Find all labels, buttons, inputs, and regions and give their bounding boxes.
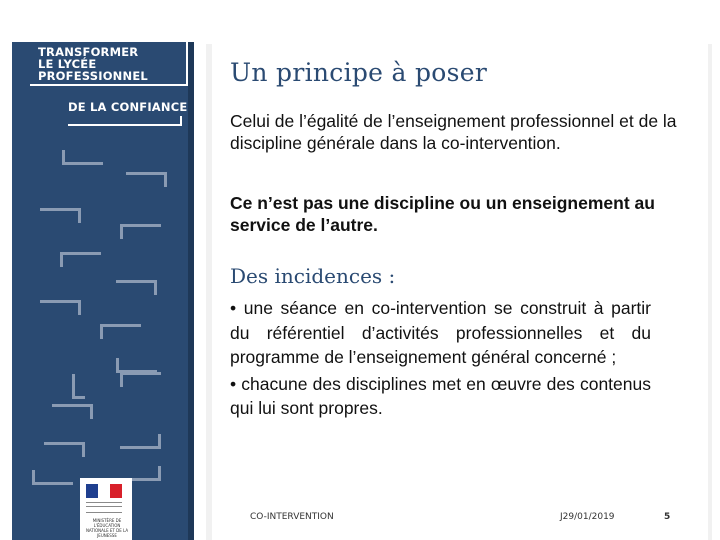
bracket-decoration (72, 374, 85, 399)
footer-label: CO-INTERVENTION (250, 512, 334, 522)
bracket-decoration (32, 470, 73, 485)
logo-divider (86, 512, 122, 513)
bracket-decoration (116, 280, 157, 295)
bracket-decoration (44, 442, 85, 457)
slide-title: Un principe à poser (230, 58, 488, 87)
paragraph-equality: Celui de l’égalité de l’enseignement professionnel et de la discipline générale dans la co-intervention. (230, 111, 677, 153)
french-flag-icon (86, 484, 122, 498)
bracket-decoration (126, 172, 167, 187)
brand-title (38, 46, 148, 82)
bracket-decoration (60, 252, 101, 267)
bracket-decoration (40, 300, 81, 315)
sidebar-banner (12, 42, 194, 540)
brand-line-3: PROFESSIONNEL (38, 69, 148, 83)
logo-divider (86, 506, 122, 507)
bracket-decoration (120, 434, 161, 449)
ministry-logo (80, 478, 132, 540)
logo-divider (86, 502, 122, 503)
footer-date: J29/01/2019 (560, 512, 615, 522)
section-subtitle: Des incidences : (230, 264, 396, 288)
bracket-decoration (62, 150, 103, 165)
brand-tagline: DE LA CONFIANCE (68, 100, 188, 114)
bracket-decoration (40, 208, 81, 223)
bracket-decoration (120, 224, 161, 239)
list-item: • une séance en co-intervention se construit à partir du référentiel d’activités professionnelles et du programme de l’enseignement général concerné ; (230, 298, 651, 367)
tagline-frame (68, 116, 182, 126)
bracket-decoration (100, 324, 141, 339)
page-number: 5 (664, 512, 671, 522)
list-item: • chacune des disciplines met en œuvre des contenus qui lui sont propres. (230, 373, 651, 418)
brand-line-1: TRANSFORMER (38, 45, 139, 59)
bracket-decoration (52, 404, 93, 419)
sidebar-shadow (188, 42, 194, 540)
ministry-logo-text: MINISTÈRE DE L'ÉDUCATION NATIONALE ET DE LA JEUNESSE (85, 518, 129, 538)
paragraph-service: Ce n’est pas une discipline ou un enseignement au service de l’autre. (230, 193, 655, 235)
brand-line-2: LE LYCÉE (38, 57, 97, 71)
bracket-decoration (116, 358, 157, 373)
bullet-list (230, 296, 651, 423)
bracket-decoration (120, 372, 161, 387)
